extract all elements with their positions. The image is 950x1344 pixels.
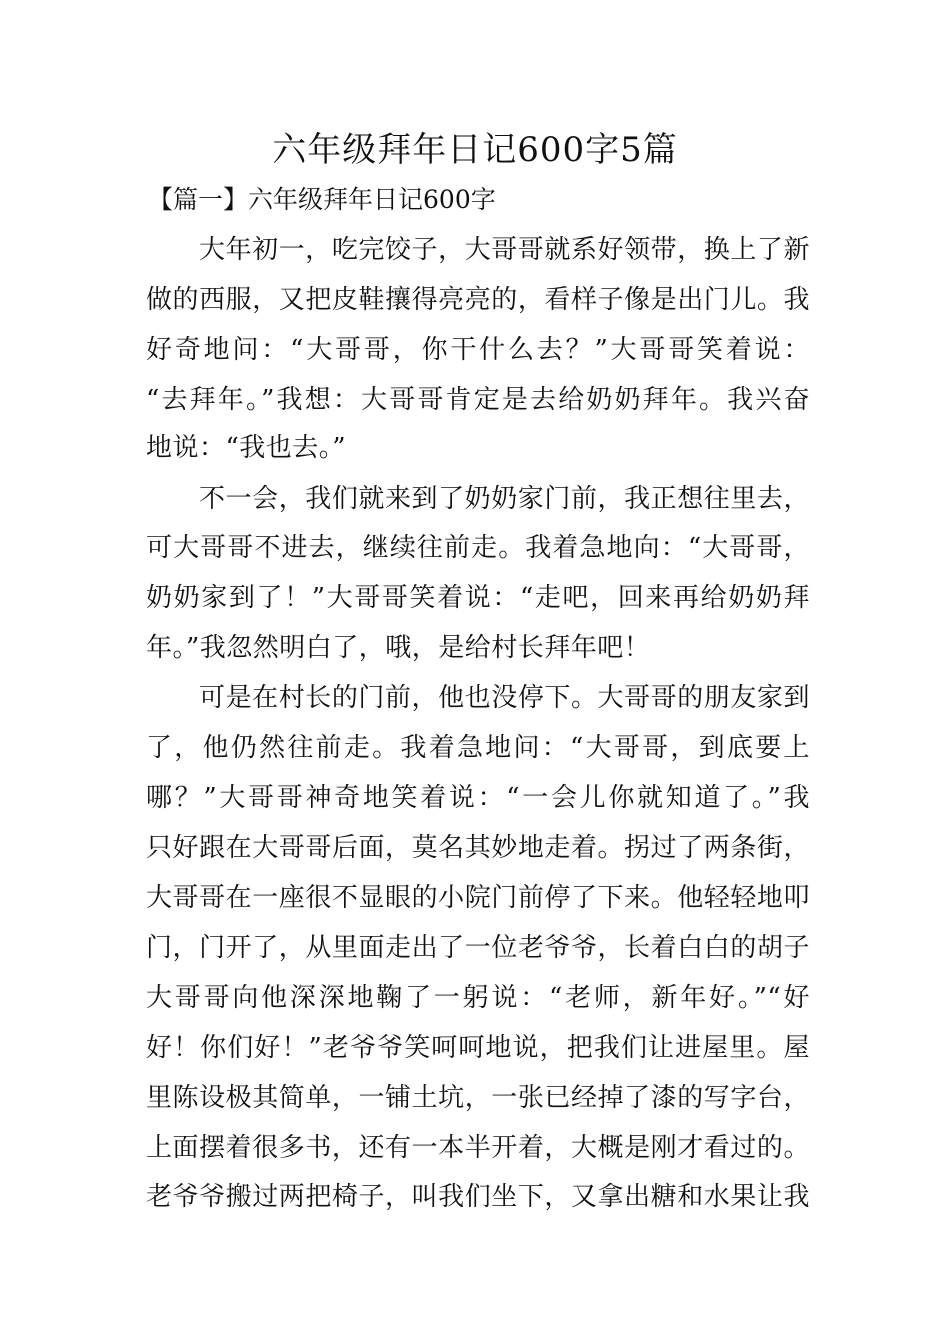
paragraph-3-line-2: 了，他仍然往前走。我着急地问：“大哥哥，到底要上 (146, 733, 810, 763)
paragraph-3-line-4: 只好跟在大哥哥后面，莫名其妙地走着。拐过了两条街， (146, 833, 810, 863)
paragraph-3-line-11: 老爷爷搬过两把椅子，叫我们坐下，又拿出糖和水果让我 (146, 1182, 810, 1212)
paragraph-1-line-3: 好奇地问：“大哥哥，你干什么去？”大哥哥笑着说： (146, 335, 810, 365)
document-title: 六年级拜年日记600字5篇 (272, 130, 678, 170)
section-heading: 【篇一】六年级拜年日记600字 (148, 185, 496, 214)
paragraph-3-line-9: 里陈设极其简单，一铺土坑，一张已经掉了漆的写字台， (146, 1083, 810, 1113)
paragraph-3-line-8: 好！你们好！”老爷爷笑呵呵地说，把我们让进屋里。屋 (146, 1033, 810, 1063)
paragraph-1-line-1: 大年初一，吃完饺子，大哥哥就系好领带，换上了新 (199, 235, 810, 265)
paragraph-3-line-6: 门，门开了，从里面走出了一位老爷爷，长着白白的胡子 (146, 933, 810, 963)
paragraph-1-line-2: 做的西服，又把皮鞋攘得亮亮的，看样子像是出门儿。我 (146, 285, 810, 315)
paragraph-2-line-2: 可大哥哥不进去，继续往前走。我着急地向：“大哥哥， (146, 533, 810, 563)
paragraph-3-line-10: 上面摆着很多书，还有一本半开着，大概是刚才看过的。 (146, 1133, 810, 1163)
paragraph-2-line-4: 年。”我忽然明白了，哦，是给村长拜年吧！ (146, 633, 651, 663)
paragraph-2-line-1: 不一会，我们就来到了奶奶家门前，我正想往里去， (199, 484, 810, 514)
paragraph-3-line-7: 大哥哥向他深深地鞠了一躬说：“老师，新年好。”“好 (146, 983, 810, 1013)
paragraph-2-line-3: 奶奶家到了！”大哥哥笑着说：“走吧，回来再给奶奶拜 (146, 583, 810, 613)
paragraph-3-line-1: 可是在村长的门前，他也没停下。大哥哥的朋友家到 (199, 683, 810, 713)
paragraph-1-line-5: 地说：“我也去。” (146, 433, 347, 463)
paragraph-1-line-4: “去拜年。”我想：大哥哥肯定是去给奶奶拜年。我兴奋 (146, 385, 810, 415)
paragraph-3-line-5: 大哥哥在一座很不显眼的小院门前停了下来。他轻轻地叩 (146, 883, 810, 913)
paragraph-3-line-3: 哪？”大哥哥神奇地笑着说：“一会儿你就知道了。”我 (146, 783, 810, 813)
